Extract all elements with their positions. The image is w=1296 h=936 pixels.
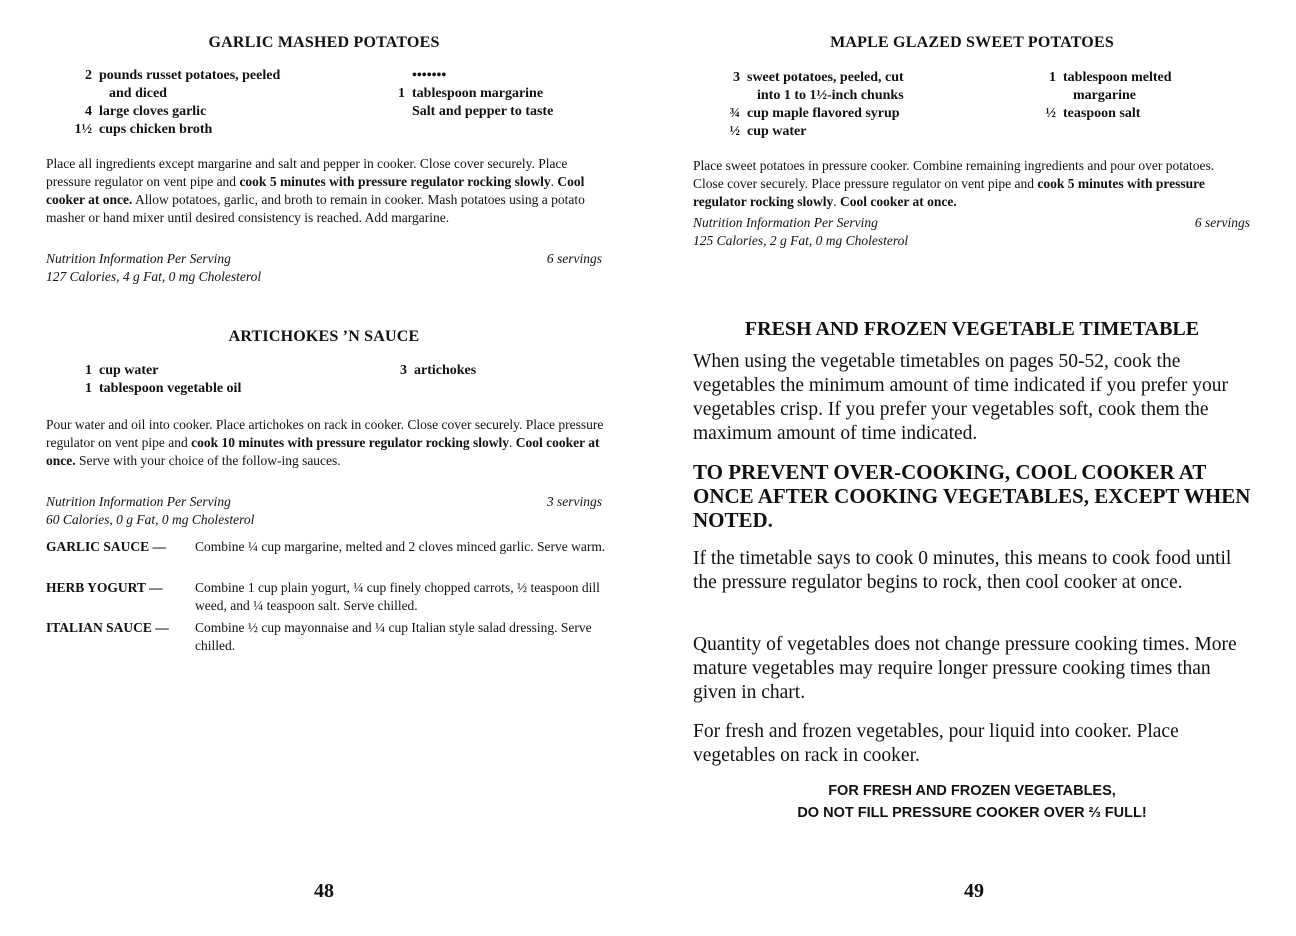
ingredient-item: [74, 121, 389, 139]
ingredient-text: •••••••: [412, 68, 447, 83]
ingredient-text: cups chicken broth: [99, 122, 213, 137]
sauce-description: Combine 1 cup plain yogurt, ¼ cup finely chopped carrots, ½ teaspoon dill weed, and ¼ teaspoon salt. Serve chilled.: [195, 580, 600, 613]
ingredient-text-continued: margarine: [1073, 88, 1136, 103]
recipe-title-artichokes: ARTICHOKES ’N SAUCE: [228, 328, 420, 345]
ingredients-column-2: [400, 362, 634, 380]
nutrition-label: Nutrition Information Per Serving: [46, 251, 231, 266]
nutrition-label: Nutrition Information Per Serving: [693, 215, 878, 230]
ingredient-text-continued: into 1 to 1½-inch chunks: [757, 88, 904, 103]
ingredient-text: cup water: [99, 363, 159, 378]
nutrition-values: 60 Calories, 0 g Fat, 0 mg Cholesterol: [46, 512, 255, 527]
sauce-description: Combine ½ cup mayonnaise and ¼ cup Italian style salad dressing. Serve chilled.: [195, 620, 592, 653]
page-number: 48: [314, 880, 334, 902]
ingredient-item: [85, 362, 389, 380]
servings: 6 servings: [546, 251, 602, 266]
ingredient-text: artichokes: [414, 363, 477, 378]
ingredient-text: pounds russet potatoes, peeled: [99, 68, 281, 83]
ingredient-quantity: 1: [85, 363, 92, 378]
ingredients-column-1: [85, 362, 389, 398]
sauce-name: ITALIAN SAUCE —: [46, 620, 169, 635]
ingredients-column-1: [729, 69, 1027, 141]
instruction-emphasis: cook 10 minutes with pressure regulator rocking slowly: [191, 435, 509, 450]
ingredient-quantity: 2: [85, 68, 92, 83]
ingredient-quantity: 1: [1049, 70, 1056, 85]
ingredient-item: [85, 103, 389, 121]
instruction-emphasis: cook 5 minutes with pressure regulator rocking slowly: [239, 174, 551, 189]
ingredients-column-2: [1045, 69, 1263, 123]
instruction-text: .: [550, 174, 558, 189]
timetable-paragraph-2: If the timetable says to cook 0 minutes, this means to cook food until the pressure regulator begins to rock, then cool cooker at once.: [693, 548, 1232, 593]
ingredient-quantity: 4: [85, 104, 92, 119]
sauce-italian: [46, 619, 606, 655]
ingredient-text: cup water: [747, 124, 807, 139]
timetable-paragraph-4: For fresh and frozen vegetables, pour liquid into cooker. Place vegetables on rack in cooker.: [693, 721, 1179, 766]
ingredient-quantity: ¾: [729, 106, 740, 121]
instructions-artichokes: [46, 416, 604, 470]
instruction-text: Place sweet potatoes in pressure cooker. Combine remaining ingredients and pour over potatoes. Close cover securely. Place pressure regulator on vent pipe and: [693, 158, 1215, 191]
nutrition-values: 127 Calories, 4 g Fat, 0 mg Cholesterol: [46, 269, 262, 284]
timetable-paragraph-3: Quantity of vegetables does not change pressure cooking times. More mature vegetables may require longer pressure cooking times than given in chart.: [693, 634, 1237, 703]
ingredient-item: [1049, 69, 1263, 87]
instructions-garlic-mashed: [46, 155, 604, 227]
instruction-emphasis: Cool cooker at once.: [46, 435, 600, 468]
instruction-text: .: [508, 435, 516, 450]
ingredient-item: [412, 67, 632, 85]
servings: 3 servings: [546, 494, 602, 509]
instruction-emphasis: Cool cooker at once.: [840, 194, 957, 209]
nutrition-label: Nutrition Information Per Serving: [46, 494, 231, 509]
sauce-garlic: [46, 538, 606, 556]
warning-cool-cooker: TO PREVENT OVER-COOKING, COOL COOKER AT ONCE AFTER COOKING VEGETABLES, EXCEPT WHEN NOTED.: [693, 460, 1251, 532]
servings: 6 servings: [1194, 215, 1250, 230]
nutrition-artichokes: [46, 493, 602, 529]
instructions-maple: [693, 157, 1245, 211]
instruction-text: Serve with your choice of the follow-ing sauces.: [75, 453, 341, 468]
note-line-2: DO NOT FILL PRESSURE COOKER OVER ⅔ FULL!: [797, 805, 1147, 821]
ingredient-quantity: 3: [733, 70, 740, 85]
ingredient-item: [733, 69, 1027, 87]
timetable-title: FRESH AND FROZEN VEGETABLE TIMETABLE: [744, 318, 1200, 340]
fill-warning-note: [648, 780, 1296, 824]
recipe-title-maple: MAPLE GLAZED SWEET POTATOES: [830, 34, 1114, 51]
ingredient-text: tablespoon margarine: [412, 86, 544, 101]
ingredient-item: [398, 85, 632, 103]
ingredient-item: [85, 67, 389, 85]
ingredients-column-2: [398, 67, 632, 121]
nutrition-garlic-mashed: [46, 250, 602, 286]
sauce-name: GARLIC SAUCE —: [46, 539, 167, 554]
sauce-description: Combine ¼ cup margarine, melted and 2 cloves minced garlic. Serve warm.: [195, 539, 606, 554]
instruction-emphasis: Cool cooker at once.: [46, 174, 585, 207]
ingredient-text-continued: and diced: [109, 86, 167, 101]
ingredient-quantity: ½: [1045, 106, 1056, 121]
ingredient-quantity: 1: [398, 86, 405, 101]
ingredient-item: [729, 105, 1027, 123]
instruction-text: .: [833, 194, 841, 209]
timetable-paragraph-1: When using the vegetable timetables on pages 50-52, cook the vegetables the minimum amount of time indicated if you prefer your vegetables crisp. If you prefer your vegetables soft, cook them the maximum amount of time indicated.: [693, 351, 1229, 444]
ingredient-quantity: 1½: [74, 122, 92, 137]
instruction-text: Pour water and oil into cooker. Place artichokes on rack in cooker. Close cover securely. Place pressure regulator on vent pipe and: [46, 417, 604, 450]
ingredient-item: [412, 103, 632, 121]
ingredient-text: tablespoon melted: [1063, 70, 1172, 85]
ingredient-text: sweet potatoes, peeled, cut: [747, 70, 904, 85]
ingredient-text: tablespoon vegetable oil: [99, 381, 242, 396]
ingredient-text: cup maple flavored syrup: [747, 106, 900, 121]
ingredient-text: Salt and pepper to taste: [412, 104, 554, 119]
ingredient-quantity: 3: [400, 363, 407, 378]
nutrition-values: 125 Calories, 2 g Fat, 0 mg Cholesterol: [693, 233, 909, 248]
ingredient-text: large cloves garlic: [99, 104, 207, 119]
note-line-1: FOR FRESH AND FROZEN VEGETABLES,: [828, 783, 1116, 799]
page-number: 49: [964, 880, 984, 902]
ingredients-column-1: [74, 67, 389, 139]
ingredient-item: [400, 362, 634, 380]
sauce-name: HERB YOGURT —: [46, 580, 163, 595]
nutrition-maple: [693, 214, 1250, 250]
sauce-herb-yogurt: [46, 579, 606, 615]
ingredient-item: [729, 123, 1027, 141]
ingredient-item: [1045, 105, 1263, 123]
ingredient-quantity: 1: [85, 381, 92, 396]
ingredient-text: teaspoon salt: [1063, 106, 1141, 121]
recipe-title-garlic-mashed: GARLIC MASHED POTATOES: [208, 34, 440, 51]
ingredient-quantity: ½: [729, 124, 740, 139]
instruction-text: Place all ingredients except margarine and salt and pepper in cooker. Close cover securely. Place pressure regulator on vent pipe and: [46, 156, 568, 189]
instruction-text: Allow potatoes, garlic, and broth to remain in cooker. Mash potatoes using a potato masher or hand mixer until desired consistency is reached. Add margarine.: [46, 192, 585, 225]
instruction-emphasis: cook 5 minutes with pressure regulator rocking slowly: [693, 176, 1205, 209]
ingredient-item: [85, 380, 389, 398]
